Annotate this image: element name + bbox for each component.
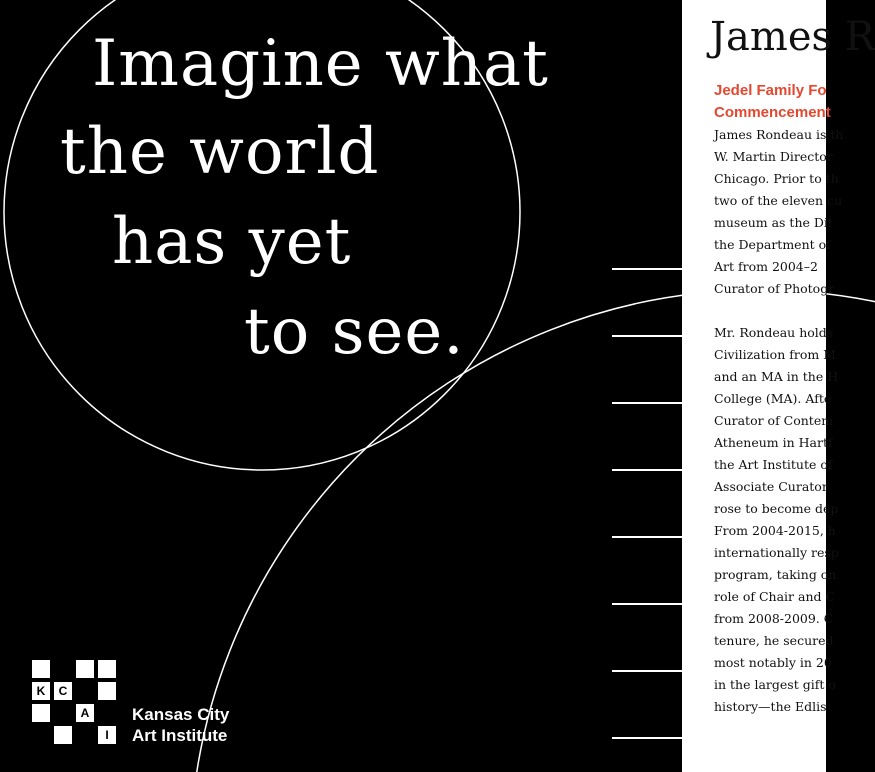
award-title-line-1: Jedel Family Fo [714,82,827,99]
logo-square [32,704,50,722]
logo-square [54,726,72,744]
bio-line: the Art Institute of [714,457,833,472]
bio-line: two of the eleven cu [714,193,843,208]
bio-line: tenure, he secured [714,633,834,648]
stripe-line [612,536,682,538]
bio-line: rose to become dep [714,501,839,516]
bio-line: Associate Curator [714,479,828,494]
stripe-line [612,268,682,270]
bio-line: in the largest gift o [714,677,836,692]
bio-line: history—the Edlis [714,699,827,714]
award-title-line-2: Commencement [714,104,831,121]
stripe-line [612,670,682,672]
bio-line: James Rondeau is th [714,127,844,142]
bio-line: Art from 2004–2 [714,259,818,274]
bio-line: internationally resp [714,545,839,560]
bio-line: Curator of Contem [714,413,834,428]
bio-line: Atheneum in Hartf [714,435,833,450]
bio-line: Civilization from M [714,347,836,362]
stripe-line [612,402,682,404]
speaker-name-heading: James R [710,14,875,60]
stripe-line [612,603,682,605]
logo-square [98,682,116,700]
logo-square [32,660,50,678]
bio-line: Curator of Photogr [714,281,835,296]
headline-line-2: the world [60,115,380,189]
bio-line: role of Chair and C [714,589,836,604]
bio-line: Chicago. Prior to th [714,171,839,186]
logo-letter-k: K [32,682,50,700]
bio-line: W. Martin Director [714,149,833,164]
logo-letter-c: C [54,682,72,700]
bio-line: most notably in 20 [714,655,832,670]
bio-line: program, taking on [714,567,837,582]
headline-line-3: has yet [112,205,352,279]
stripe-line [612,737,682,739]
logo-wordmark [132,704,229,746]
bio-line: the Department of [714,237,831,252]
bio-line: Mr. Rondeau holds [714,325,834,340]
bio-line: from 2008-2009. C [714,611,834,626]
bio-line: From 2004-2015, h [714,523,836,538]
bio-line: and an MA in the H [714,369,839,384]
logo-name-line-1: Kansas City [132,705,230,724]
logo-square [76,660,94,678]
stripe-line [612,335,682,337]
logo-square [98,660,116,678]
award-title [714,80,831,124]
bio-panel [682,0,875,772]
stripe-line [612,469,682,471]
kcai-logo-mark [32,660,118,744]
logo-name-line-2: Art Institute [132,726,228,745]
headline-line-4: to see. [244,295,465,369]
headline-line-1: Imagine what [92,27,549,101]
bio-line: College (MA). Afte [714,391,832,406]
logo-letter-i: I [98,726,116,744]
bio-line: museum as the Dit [714,215,833,230]
logo-letter-a: A [76,704,94,722]
